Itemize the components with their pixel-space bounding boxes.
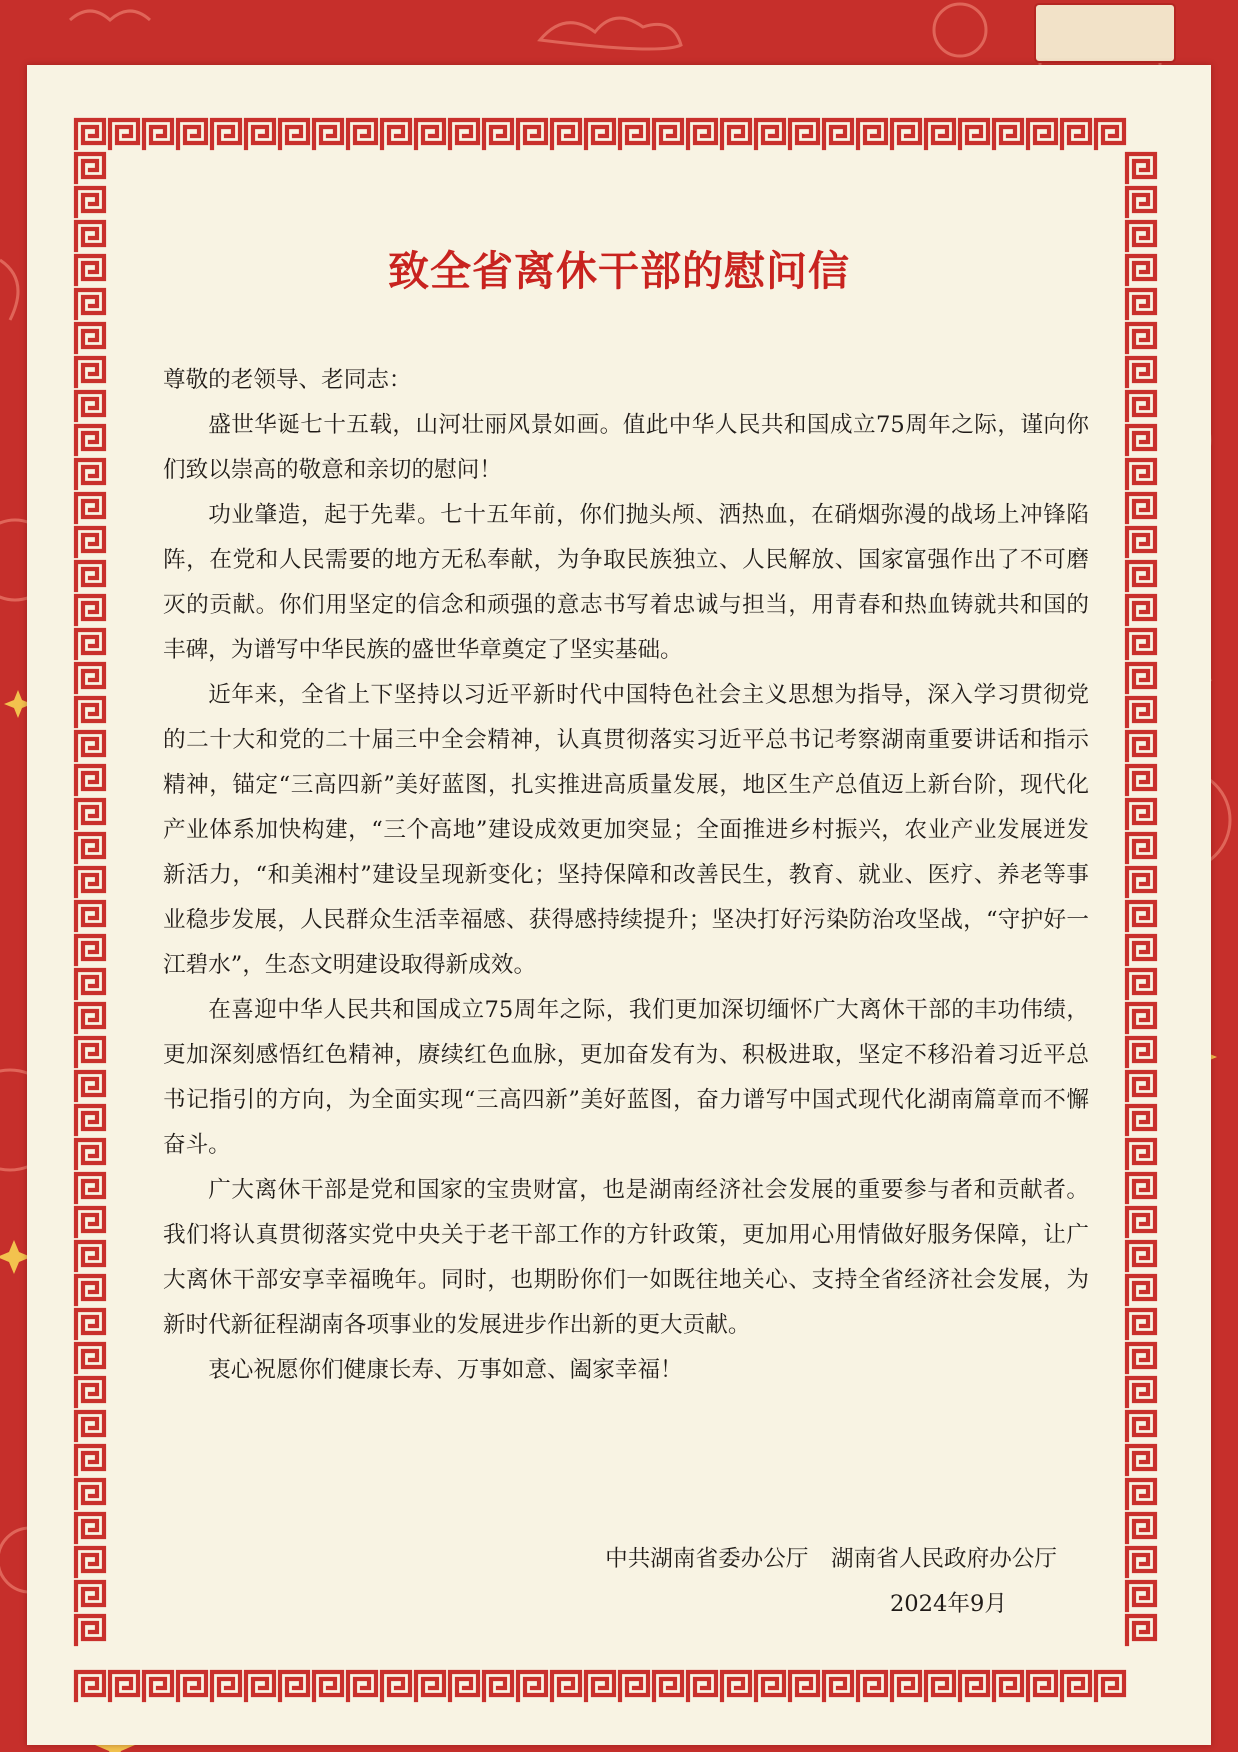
paragraph-6: 衷心祝愿你们健康长寿、万事如意、阖家幸福！ [208, 1357, 683, 1383]
signature-organizations: 中共湖南省委办公厅 湖南省人民政府办公厅 [605, 1546, 1057, 1572]
paragraph-3: 近年来，全省上下坚持以习近平新时代中国特色社会主义思想为指导，深入学习贯彻党的二十大和党的二十届三中全会精神，认真贯彻落实习近平总书记考察湖南重要讲话和指示精神，锚定“三高四新”美好蓝图，扎实推进高质量发展，地区生产总值迈上新台阶，现代化产业体系加快构建，“三个高地”建设成效更加突显；全面推进乡村振兴，农业产业发展迸发新活力，“和美湘村”建设呈现新变化；坚持保障和改善民生，教育、就业、医疗、养老等事业稳步发展，人民群众生活幸福感、获得感持续提升；坚决打好污染防治攻坚战，“守护好一江碧水”，生态文明建设取得新成效。 [163, 682, 1089, 978]
paragraph-2: 功业肇造，起于先辈。七十五年前，你们抛头颅、洒热血，在硝烟弥漫的战场上冲锋陷阵，在党和人民需要的地方无私奉献，为争取民族独立、人民解放、国家富强作出了不可磨灭的贡献。你们用坚定的信念和顽强的意志书写着忠诚与担当，用青春和热血铸就共和国的丰碑，为谱写中华民族的盛世华章奠定了坚实基础。 [163, 502, 1089, 663]
letter-paper [27, 65, 1211, 1745]
paragraph-5: 广大离休干部是党和国家的宝贵财富，也是湖南经济社会发展的重要参与者和贡献者。我们将认真贯彻落实党中央关于老干部工作的方针政策，更加用心用情做好服务保障，让广大离休干部安享幸福晚年。同时，也期盼你们一如既往地关心、支持全省经济社会发展，为新时代新征程湖南各项事业的发展进步作出新的更大贡献。 [163, 1177, 1089, 1338]
signature-date: 2024年9月 [889, 1591, 1007, 1617]
paragraph-4: 在喜迎中华人民共和国成立75周年之际，我们更加深切缅怀广大离休干部的丰功伟绩，更加深刻感悟红色精神，赓续红色血脉，更加奋发有为、积极进取，坚定不移沿着习近平总书记指引的方向，为全面实现“三高四新”美好蓝图，奋力谱写中国式现代化湖南篇章而不懈奋斗。 [163, 997, 1089, 1158]
letter-title: 致全省离休干部的慰问信 [388, 247, 850, 295]
letter-body [163, 358, 1089, 1393]
paragraph-1: 盛世华诞七十五载，山河壮丽风景如画。值此中华人民共和国成立75周年之际，谨向你们致以崇高的敬意和亲切的慰问！ [163, 412, 1089, 483]
salutation: 尊敬的老领导、老同志： [163, 367, 412, 393]
